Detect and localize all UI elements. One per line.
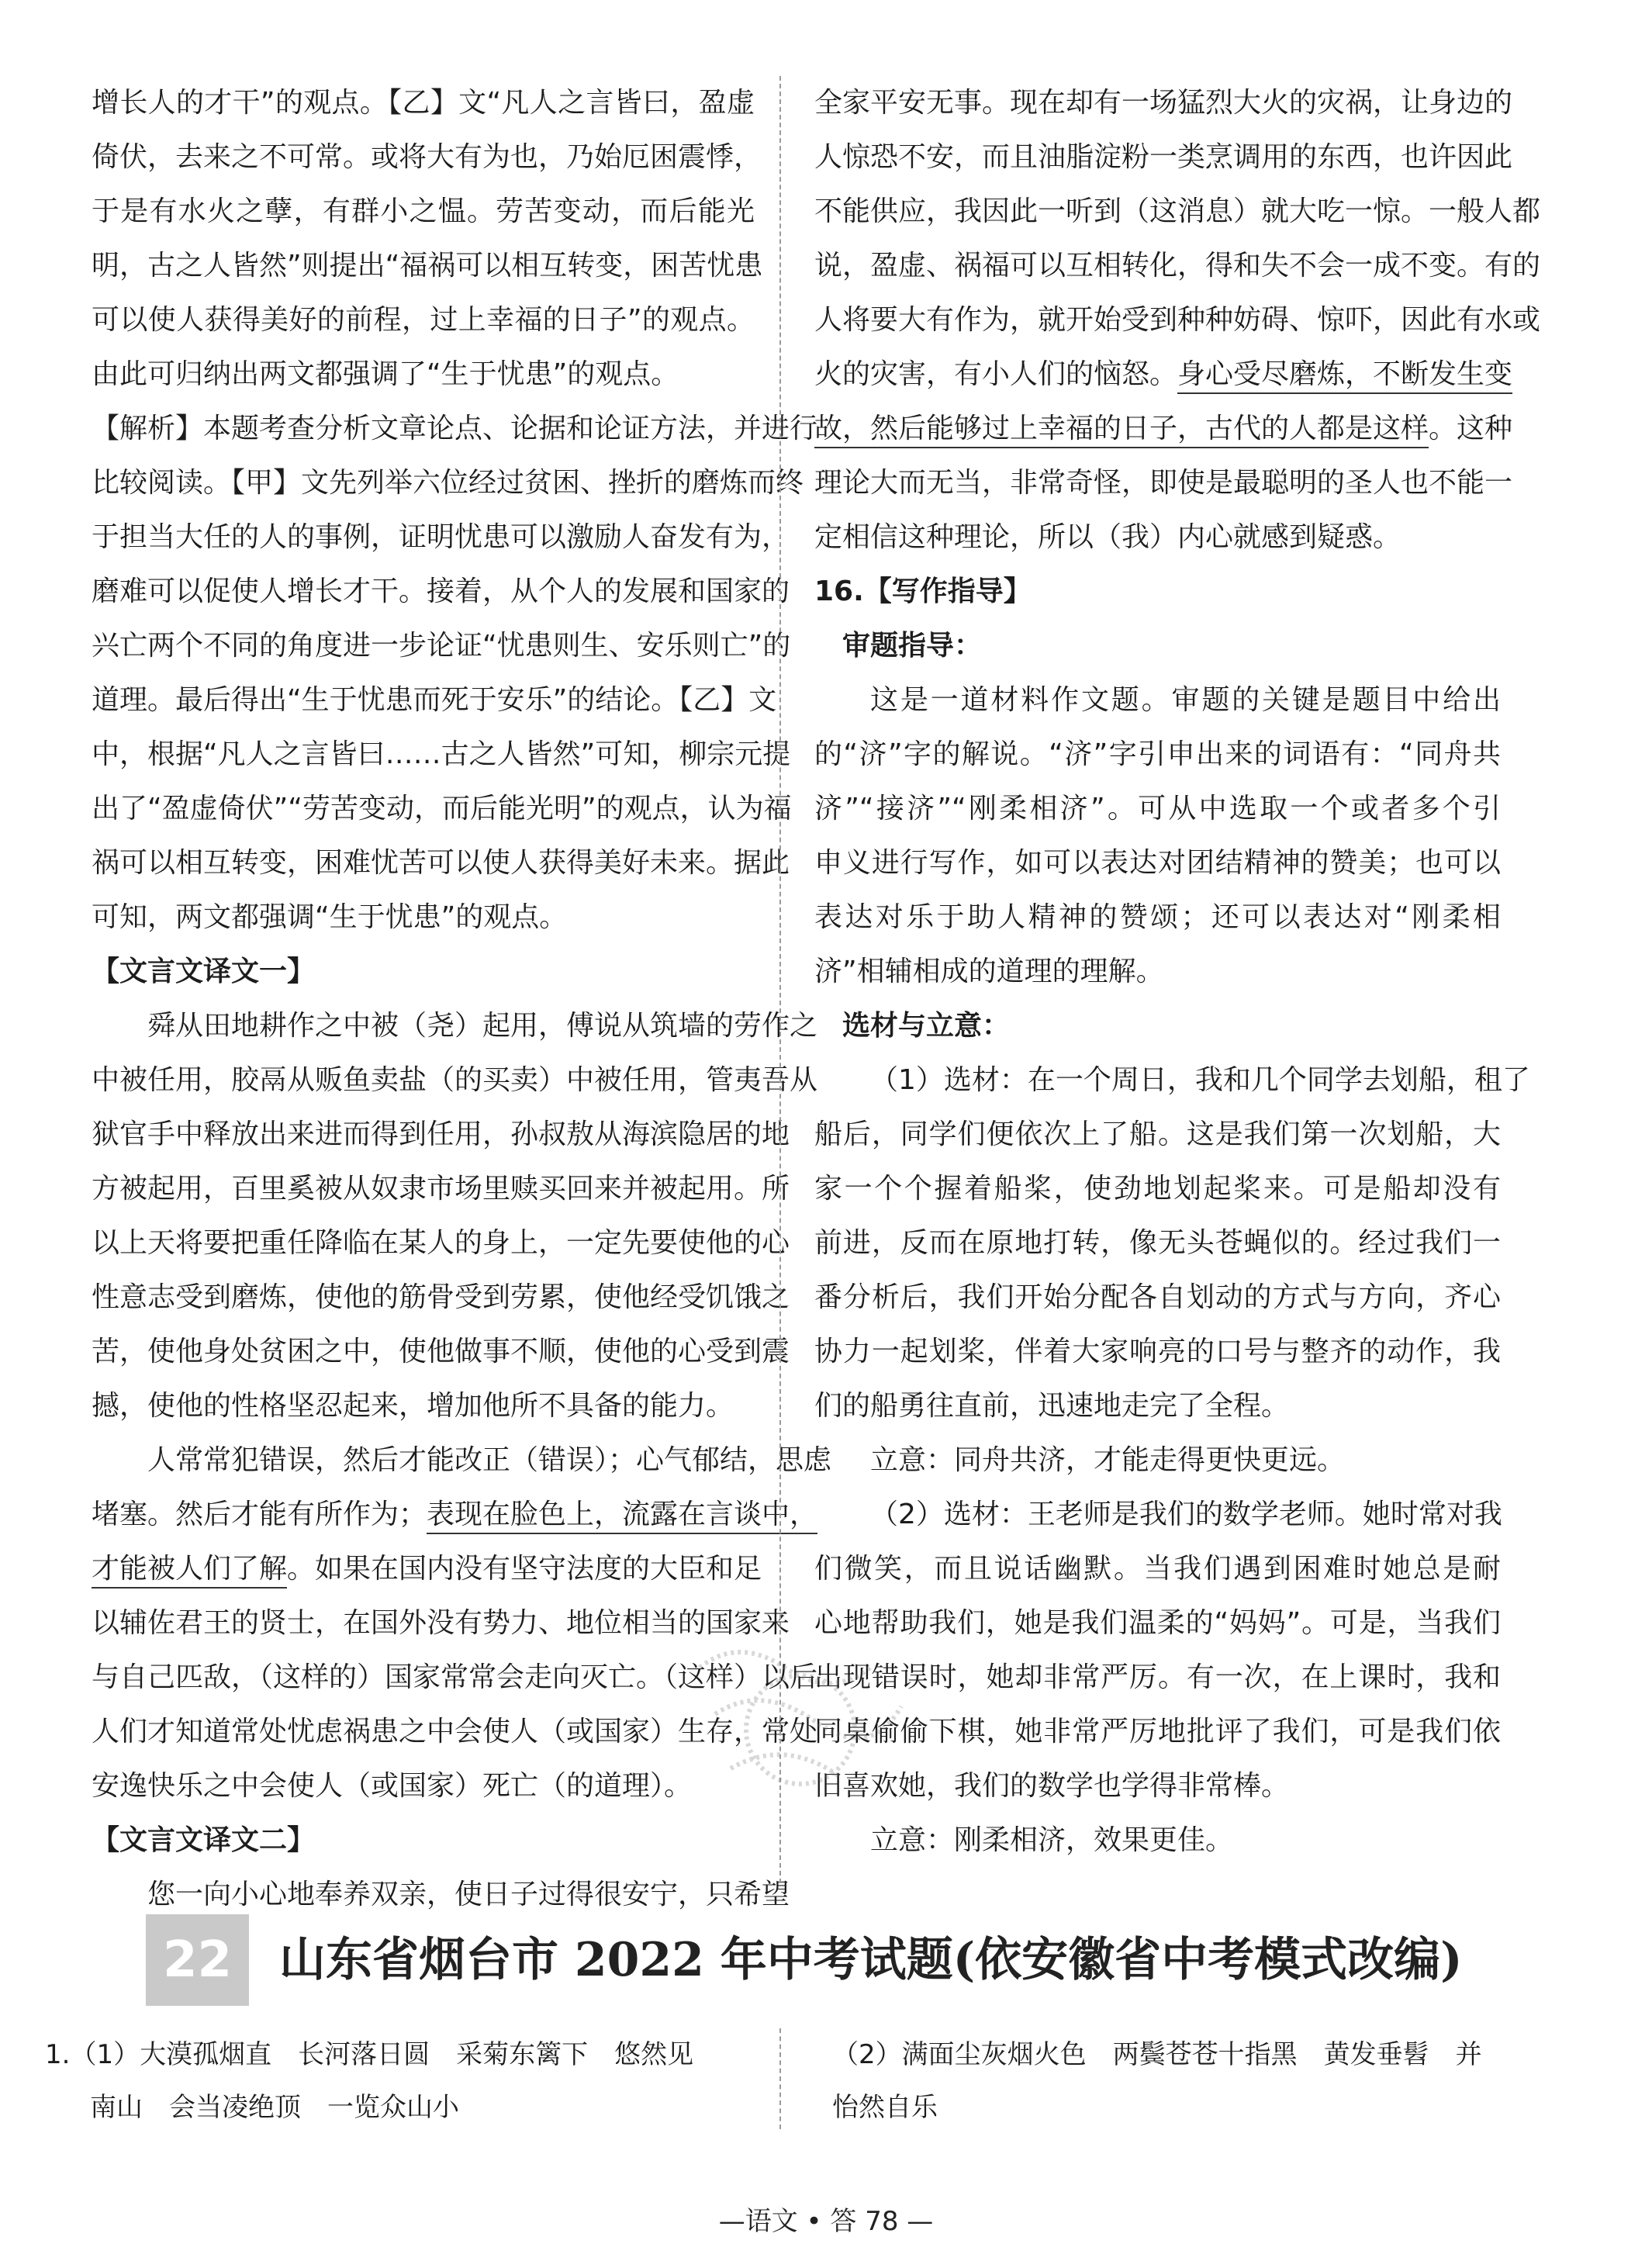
answer-line: 怡然自乐 (832, 2092, 938, 2123)
guide-line: 的“济”字的解说。“济”字引申出来的词语有：“同舟共 (814, 738, 1501, 770)
translation-line: 狱官手中释放出来进而得到任用，孙叔敖从海滨隐居的地 (92, 1118, 790, 1150)
translation-line (814, 347, 1513, 402)
translation-line: 方被起用，百里奚被从奴隶市场里赎买回来并被起用。所 (92, 1173, 790, 1205)
translation-line: 人常常犯错误，然后才能改正（错误）；心气郁结，思虑 (147, 1444, 832, 1476)
right-column (814, 76, 1541, 1868)
translation-2-heading: 【文言文译文二】 (92, 1824, 316, 1856)
translation-text: 火的灾害，有小人们的恼怒。 (814, 358, 1178, 390)
material-line: 立意：刚柔相济，效果更佳。 (870, 1824, 1234, 1856)
answer-line: （2）满面尘灰烟火色 两鬓苍苍十指黑 黄发垂髫 并 (832, 2039, 1482, 2070)
guide-line: 申义进行写作，如可以表达对团结精神的赞美；也可以 (814, 847, 1501, 879)
material-line: 立意：同舟共济，才能走得更快更远。 (870, 1444, 1346, 1476)
guide-line: 这是一道材料作文题。审题的关键是题目中给出 (870, 684, 1501, 716)
text-line: 于是有水火之孽，有群小之愠。劳苦变动，而后能光 (92, 195, 755, 227)
q1-left (45, 2028, 774, 2134)
translation-line: 人将要大有作为，就开始受到种种妨碍、惊吓，因此有水或 (814, 304, 1541, 336)
q1-right (832, 2028, 1507, 2134)
underlined-text: 表现在脸色上，流露在言谈中， (427, 1499, 817, 1534)
material-line: 同桌偷偷下棋，她非常严厉地批评了我们，可是我们依 (814, 1716, 1501, 1748)
answer-line: 南山 会当凌绝顶 一览众山小 (90, 2092, 459, 2123)
translation-line: 安逸快乐之中会使人（或国家）死亡（的道理）。 (92, 1770, 693, 1802)
material-heading: 选材与立意： (842, 1010, 1011, 1042)
answer-line: 1.（1）大漠孤烟直 长河落日圆 采菊东篱下 悠然见 (45, 2039, 694, 2070)
material-line: 前进，反而在原地打转，像无头苍蝇似的。经过我们一 (814, 1227, 1501, 1259)
analysis-line: 【解析】本题考查分析文章论点、论据和论证方法，并进行 (92, 413, 818, 444)
analysis-line: 可知，两文都强调“生于忧患”的观点。 (92, 901, 568, 933)
translation-line (92, 1542, 762, 1596)
q16-heading: 16.【写作指导】 (814, 576, 1032, 607)
guide-line: 表达对乐于助人精神的赞颂；还可以表达对“刚柔相 (814, 901, 1501, 933)
translation-line: 撼，使他的性格坚忍起来，增加他所不具备的能力。 (92, 1390, 734, 1422)
translation-line: 不能供应，我因此一听到（这消息）就大吃一惊。一般人都 (814, 195, 1541, 227)
translation-line: 苦，使他身处贫困之中，使他做事不顺，使他的心受到震 (92, 1336, 790, 1367)
translation-line: 说，盈虚、祸福可以互相转化，得和失不会一成不变。有的 (814, 250, 1541, 282)
guide-heading: 审题指导： (842, 630, 983, 662)
translation-text: 堵塞。然后才能有所作为； (92, 1499, 427, 1530)
analysis-line: 兴亡两个不同的角度进一步论证“忧患则生、安乐则亡”的 (92, 630, 791, 662)
guide-line: 济”相辅相成的道理的理解。 (814, 956, 1164, 987)
translation-1-heading: 【文言文译文一】 (92, 956, 316, 987)
translation-text: 。如果在国内没有坚守法度的大臣和足 (287, 1553, 762, 1585)
text-line: 增长人的才干”的观点。【乙】文“凡人之言皆曰，盈虚 (92, 87, 755, 119)
material-line: 番分析后，我们开始分配各自划动的方式与方向，齐心 (814, 1281, 1501, 1313)
translation-line: 性意志受到磨炼，使他的筋骨受到劳累，使他经受饥饿之 (92, 1281, 790, 1313)
translation-line: 定相信这种理论，所以（我）内心就感到疑惑。 (814, 521, 1401, 553)
text-line: 由此可归纳出两文都强调了“生于忧患”的观点。 (92, 358, 679, 390)
material-line: 船后，同学们便依次上了船。这是我们第一次划船，大 (814, 1118, 1501, 1150)
watermark-stamp (669, 1621, 932, 1815)
translation-line: 人惊恐不安，而且油脂淀粉一类烹调用的东西，也许因此 (814, 141, 1513, 173)
translation-line (92, 1488, 818, 1542)
left-column (92, 76, 832, 1922)
section-number-badge: 22 (146, 1914, 249, 2006)
underlined-text: 才能被人们了解 (92, 1553, 287, 1589)
text-line: 倚伏，去来之不可常。或将大有为也，乃始厄困震悸， (92, 141, 762, 173)
analysis-line: 祸可以相互转变，困难忧苦可以使人获得美好未来。据此 (92, 847, 790, 879)
translation-line: 理论大而无当，非常奇怪，即使是最聪明的圣人也不能一 (814, 467, 1513, 499)
translation-line (814, 402, 1513, 456)
material-line: 心地帮助我们，她是我们温柔的“妈妈”。可是，当我们 (814, 1607, 1501, 1639)
material-line: 旧喜欢她，我们的数学也学得非常棒。 (814, 1770, 1290, 1802)
analysis-line: 比较阅读。【甲】文先列举六位经过贫困、挫折的磨炼而终 (92, 467, 804, 499)
material-line: 们的船勇往直前，迅速地走完了全程。 (814, 1390, 1290, 1422)
translation-line: 舜从田地耕作之中被（尧）起用，傅说从筑墙的劳作之 (147, 1010, 818, 1042)
translation-text: 。这种 (1429, 413, 1513, 444)
page-footer: —语文 • 答 78 — (718, 2206, 934, 2237)
analysis-line: 磨难可以促使人增长才干。接着，从个人的发展和国家的 (92, 576, 790, 607)
translation-line: 以上天将要把重任降临在某人的身上，一定先要使他的心 (92, 1227, 790, 1259)
material-line: （1）选材：在一个周日，我和几个同学去划船，租了 (870, 1064, 1530, 1096)
text-line: 可以使人获得美好的前程，过上幸福的日子”的观点。 (92, 304, 755, 336)
analysis-line: 于担当大任的人的事例，证明忧患可以激励人奋发有为， (92, 521, 790, 553)
material-line: 协力一起划桨，伴着大家响亮的口号与整齐的动作，我 (814, 1336, 1501, 1367)
text-line: 明，古之人皆然”则提出“福祸可以相互转变，困苦忧患 (92, 250, 763, 282)
analysis-line: 道理。最后得出“生于忧患而死于安乐”的结论。【乙】文 (92, 684, 777, 716)
translation-line: 您一向小心地奉养双亲，使日子过得很安宁，只希望 (147, 1879, 790, 1910)
material-line: （2）选材：王老师是我们的数学老师。她时常对我 (870, 1499, 1502, 1530)
translation-line: 全家平安无事。现在却有一场猛烈大火的灾祸，让身边的 (814, 87, 1513, 119)
underlined-text: 身心受尽磨炼，不断发生变 (1177, 358, 1512, 394)
material-line: 们微笑，而且说话幽默。当我们遇到困难时她总是耐 (814, 1553, 1501, 1585)
section-title: 山东省烟台市 2022 年中考试题(依安徽省中考模式改编) (279, 1933, 1463, 1987)
material-line: 家一个个握着船桨，使劲地划起桨来。可是船却没有 (814, 1173, 1501, 1205)
translation-line: 以辅佐君王的贤士，在国外没有势力、地位相当的国家来 (92, 1607, 790, 1639)
material-line: 出现错误时，她却非常严厉。有一次，在上课时，我和 (814, 1661, 1501, 1693)
guide-line: 济”“接济”“刚柔相济”。可从中选取一个或者多个引 (814, 793, 1501, 825)
translation-line: 人们才知道常处忧虑祸患之中会使人（或国家）生存，常处 (92, 1716, 818, 1748)
underlined-text: 故，然后能够过上幸福的日子，古代的人都是这样 (814, 413, 1429, 448)
analysis-line: 中，根据“凡人之言皆曰……古之人皆然”可知，柳宗元提 (92, 738, 791, 770)
column-divider (779, 76, 781, 1883)
column-divider (779, 2028, 781, 2129)
translation-line: 中被任用，胶鬲从贩鱼卖盐（的买卖）中被任用，管夷吾从 (92, 1064, 818, 1096)
translation-line: 与自己匹敌，（这样的）国家常常会走向灭亡。（这样）以后 (92, 1661, 818, 1693)
section-title-band (146, 1914, 1511, 2006)
analysis-line: 出了“盈虚倚伏”“劳苦变动，而后能光明”的观点，认为福 (92, 793, 792, 825)
